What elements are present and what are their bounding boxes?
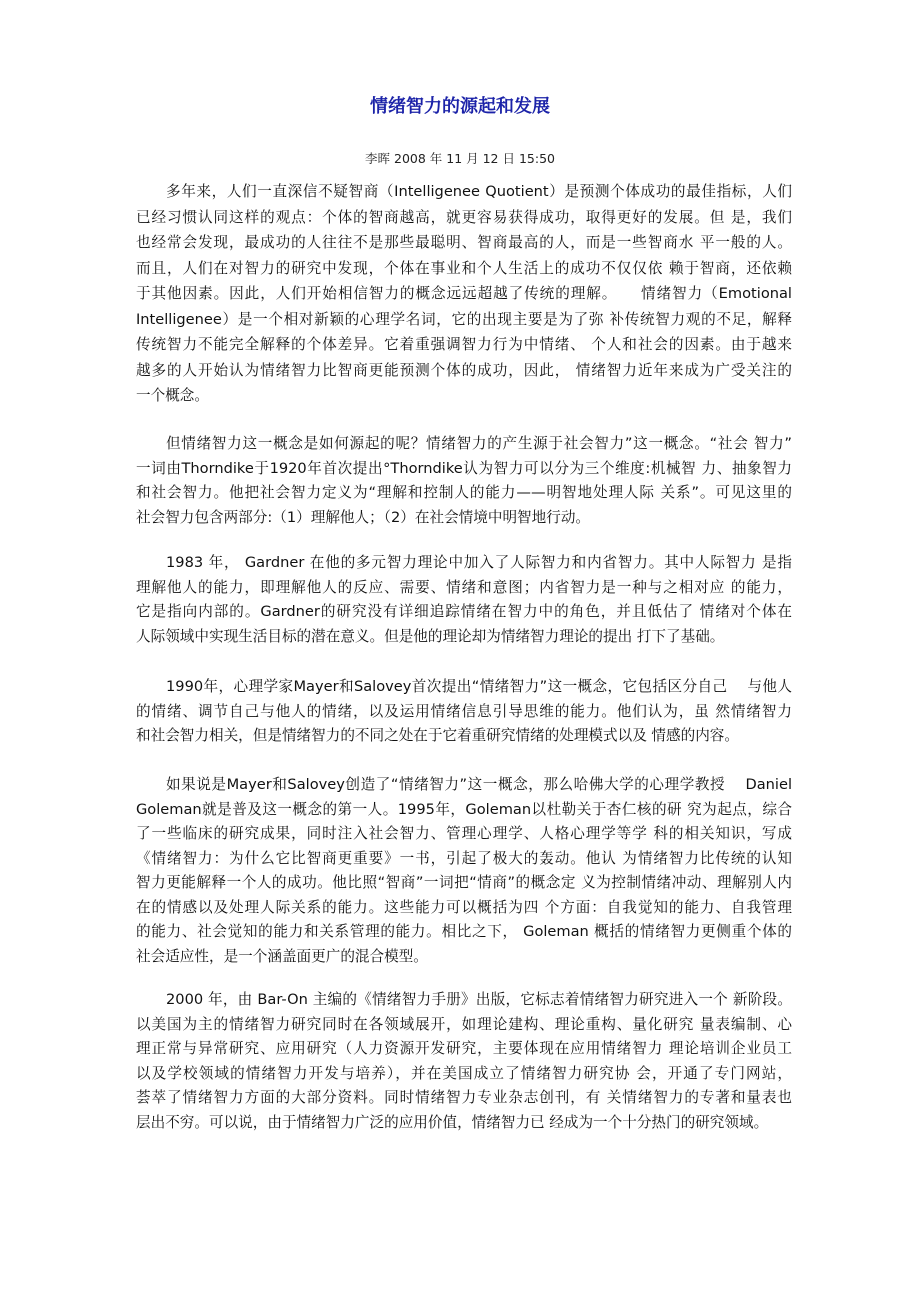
paragraph-line: 和社会智力相关，但是情绪智力的不同之处在于它着重研究情绪的处理模式以及 情感的内容。: [136, 727, 739, 744]
paragraph-line: 1990年，心理学家Mayer和Salovey首次提出“情绪智力”这一概念，它包括区分自己 与他人: [166, 678, 792, 695]
paragraph: [136, 551, 792, 649]
paragraph-line: 了一些临床的研究成果，同时注入社会智力、管理心理学、人格心理学等学 科的相关知识，写成: [136, 825, 792, 842]
paragraph-line: 在的情感以及处理人际关系的能力。这些能力可以概括为四 个方面：自我觉知的能力、自我管理: [136, 898, 792, 916]
paragraph: [136, 675, 792, 749]
paragraph: [136, 432, 792, 530]
paragraph-line: 以及学校领域的情绪智力开发与培养），并在美国成立了情绪智力研究协 会，开通了专门网站，: [136, 1064, 792, 1082]
paragraph-line: 它是指向内部的。Gardner的研究没有详细追踪情绪在智力中的角色，并且低估了 情绪对个体在: [136, 603, 792, 620]
paragraph-line: 越多的人开始认为情绪智力比智商更能预测个体的成功，因此， 情绪智力近年来成为广受关注的: [136, 361, 792, 379]
paragraph-line: 也经常会发现，最成功的人往往不是那些最聪明、智商最高的人，而是一些智商水 平一般的人。: [136, 234, 792, 251]
paragraph-line: 传统智力不能完全解释的个体差异。它着重强调智力行为中情绪、 个人和社会的因素。由于越来: [136, 336, 792, 353]
paragraph-line: 的情绪、调节自己与他人的情绪，以及运用情绪信息引导思维的能力。他们认为，虽 然情绪智力: [136, 702, 792, 720]
paragraph-line: 层出不穷。可以说，由于情绪智力广泛的应用价值，情绪智力已 经成为一个十分热门的研究领域。: [136, 1113, 769, 1131]
paragraph-line: 但情绪智力这一概念是如何源起的呢？情绪智力的产生源于社会智力”这一概念。“社会 智力”: [166, 435, 792, 452]
paragraph-line: 和社会智力。他把社会智力定义为“理解和控制人的能力——明智地处理人际 关系”。可见这里的: [136, 484, 792, 501]
paragraph-line: 以美国为主的情绪智力研究同时在各领域展开，如理论建构、理论重构、量化研究 量表编制、心: [136, 1015, 792, 1033]
paragraph-line: 已经习惯认同这样的观点：个体的智商越高，就更容易获得成功，取得更好的发展。但 是，我们: [136, 208, 792, 226]
paragraph-line: Goleman就是普及这一概念的第一人。1995年，Goleman以杜勒关于杏仁核的研 究为起点，综合: [136, 800, 792, 818]
paragraph-line: 一词由Thorndike于1920年首次提出°Thorndike认为智力可以分为三个维度:机械智 力、抽象智力: [136, 459, 792, 477]
paragraph-line: 人际领域中实现生活目标的潜在意义。但是他的理论却为情绪智力理论的提出 打下了基础。: [136, 627, 725, 645]
paragraph-line: 一个概念。: [136, 387, 209, 404]
paragraph-line: 智力更能解释一个人的成功。他比照“智商”一词把“情商”的概念定 义为控制情绪冲动、理解别人内: [136, 874, 792, 891]
paragraph-line: 荟萃了情绪智力方面的大部分资料。同时情绪智力专业杂志创刊，有 关情绪智力的专著和量表也: [136, 1089, 792, 1106]
article-title: 情绪智力的源起和发展: [370, 96, 550, 117]
paragraph-line: 社会智力包含两部分:（1）理解他人；（2）在社会情境中明智地行动。: [136, 508, 591, 526]
paragraph-line: 如果说是Mayer和Salovey创造了“情绪智力”这一概念，那么哈佛大学的心理学教授 Daniel: [166, 776, 792, 793]
paragraph-line: 《情绪智力：为什么它比智商更重要》一书，引起了极大的轰动。他认 为情绪智力比传统的认知: [136, 849, 792, 867]
article-byline: 李晖 2008 年 11 月 12 日 15:50: [365, 151, 555, 166]
paragraph: [136, 179, 792, 409]
paragraph-line: 2000 年，由 Bar-On 主编的《情绪智力手册》出版，它标志着情绪智力研究进入一个 新阶段。: [166, 991, 792, 1008]
paragraph-line: 的能力、社会觉知的能力和关系管理的能力。相比之下， Goleman 概括的情绪智力更侧重个体的: [136, 923, 792, 940]
paragraph-line: 而且，人们在对智力的研究中发现，个体在事业和个人生活上的成功不仅仅依 赖于智商，还依赖: [136, 259, 792, 277]
paragraph: [136, 988, 792, 1135]
paragraph-line: 理解他人的能力，即理解他人的反应、需要、情绪和意图；内省智力是一种与之相对应 的能力，: [136, 578, 792, 596]
paragraph-line: 多年来，人们一直深信不疑智商（Intelligenee Quotient）是预测个体成功的最佳指标，人们: [166, 183, 792, 200]
paragraph-line: Intelligenee）是一个相对新颖的心理学名词，它的出现主要是为了弥 补传统智力观的不足，解释: [136, 310, 792, 328]
paragraph-line: 于其他因素。因此，人们开始相信智力的概念远远超越了传统的理解。 情绪智力（Emotional: [136, 285, 792, 302]
paragraph: [136, 773, 792, 969]
paragraph-line: 1983 年， Gardner 在他的多元智力理论中加入了人际智力和内省智力。其中人际智力 是指: [166, 554, 792, 571]
paragraph-line: 社会适应性，是一个涵盖面更广的混合模型。: [136, 947, 428, 965]
paragraph-line: 理正常与异常研究、应用研究（人力资源开发研究，主要体现在应用情绪智力 理论培训企业员工: [136, 1040, 792, 1057]
